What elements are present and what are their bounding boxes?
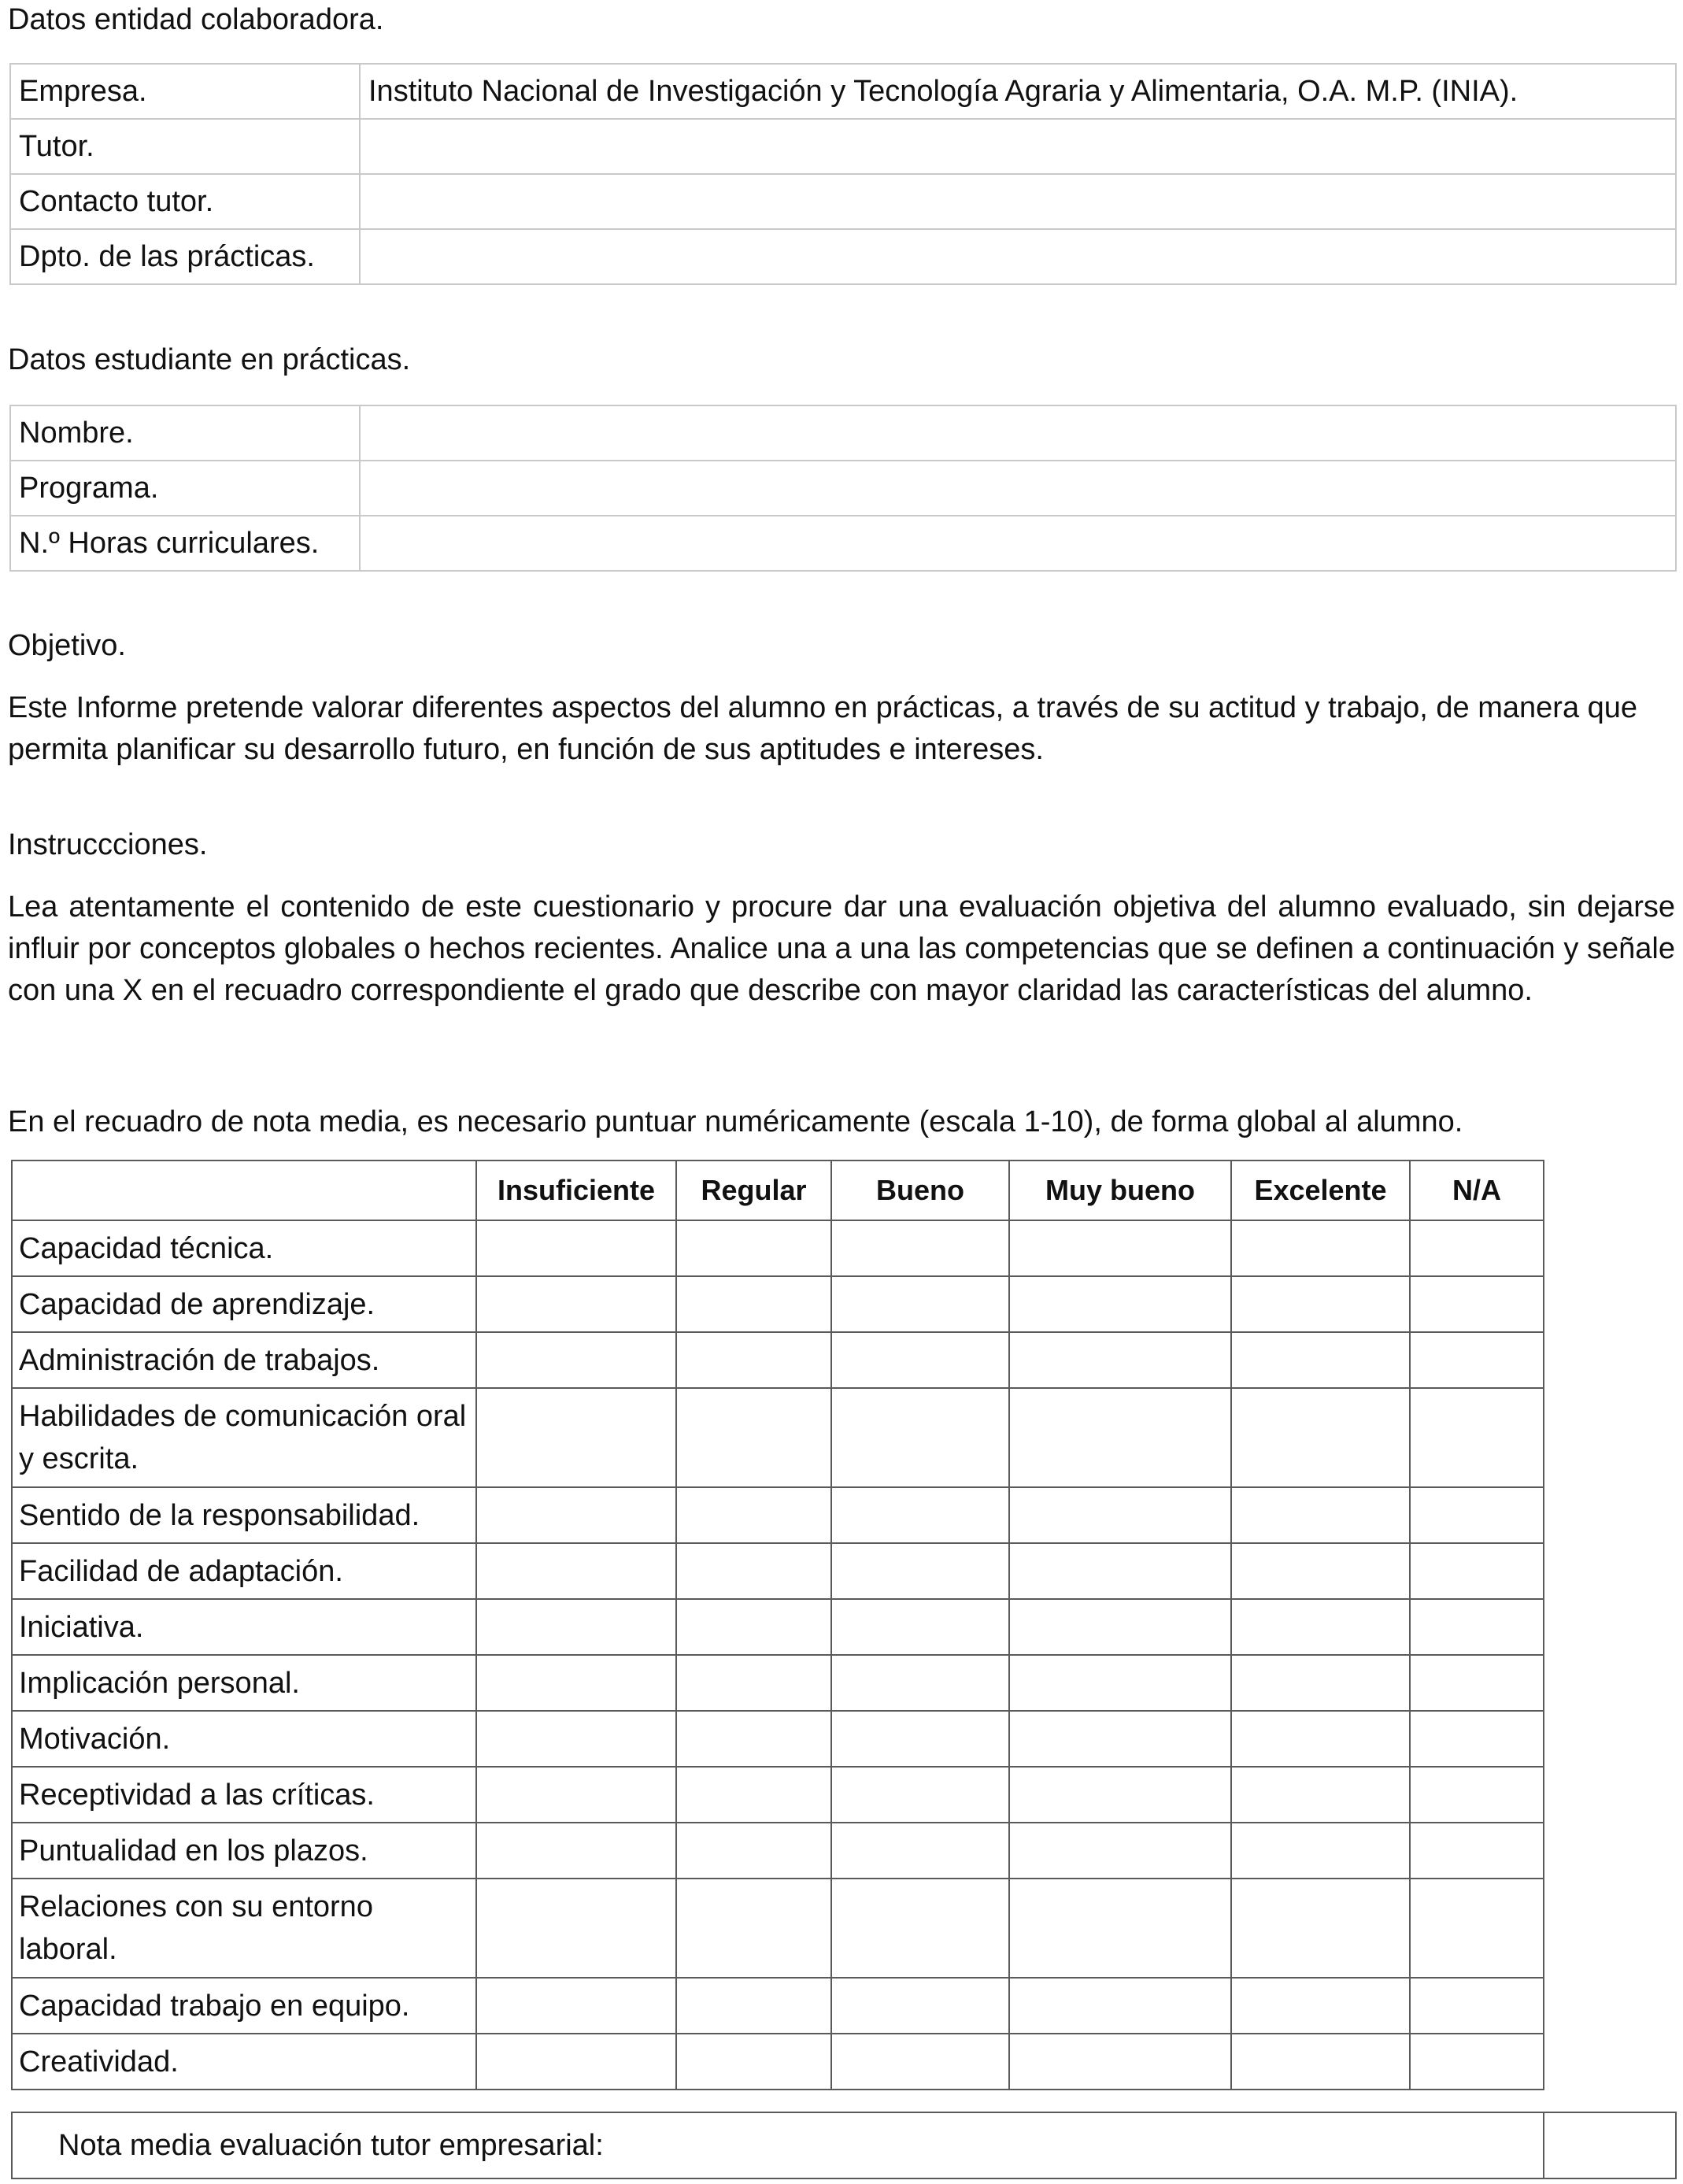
evaluation-row bbox=[12, 1388, 1544, 1487]
column-excelente: Excelente bbox=[1231, 1160, 1410, 1220]
nota-media-value[interactable] bbox=[1544, 2112, 1676, 2178]
competencia-label: Puntualidad en los plazos. bbox=[12, 1823, 476, 1879]
estudiante-heading: Datos estudiante en prácticas. bbox=[8, 343, 411, 376]
objetivo-heading: Objetivo. bbox=[8, 629, 126, 662]
column-na: N/A bbox=[1410, 1160, 1544, 1220]
rating-cell[interactable] bbox=[1231, 1543, 1410, 1599]
programa-label: Programa. bbox=[10, 461, 360, 516]
instrucciones-text: Lea atentamente el contenido de este cuestionario y procure dar una evaluación objetiva del alumno evaluado, sin dejarse influir por conceptos globales o hechos recientes. Analice una a una las competencias que se definen a continuación y señale con una X en el recuadro correspondiente el grado que describe con mayor claridad las características del alumno. bbox=[8, 890, 1675, 1007]
estudiante-row-nombre bbox=[10, 405, 1676, 461]
rating-cell[interactable] bbox=[1231, 1388, 1410, 1487]
rating-cell[interactable] bbox=[1009, 1823, 1231, 1879]
rating-cell[interactable] bbox=[831, 2034, 1009, 2090]
competencia-label: Habilidades de comunicación oral y escrita. bbox=[12, 1388, 476, 1487]
entidad-heading: Datos entidad colaboradora. bbox=[8, 3, 384, 36]
rating-cell[interactable] bbox=[476, 1711, 676, 1767]
competencia-label: Capacidad trabajo en equipo. bbox=[12, 1978, 476, 2034]
rating-cell[interactable] bbox=[1009, 1332, 1231, 1388]
rating-cell[interactable] bbox=[676, 1599, 831, 1655]
horas-label: N.º Horas curriculares. bbox=[10, 516, 360, 571]
evaluation-row bbox=[12, 1823, 1544, 1879]
rating-cell[interactable] bbox=[1410, 1220, 1544, 1276]
entidad-table bbox=[9, 63, 1677, 285]
rating-cell[interactable] bbox=[831, 1220, 1009, 1276]
entidad-row-dpto bbox=[10, 229, 1676, 284]
nota-media-label: Nota media evaluación tutor empresarial: bbox=[12, 2112, 1544, 2178]
dpto-value[interactable] bbox=[360, 229, 1676, 284]
rating-cell[interactable] bbox=[676, 1543, 831, 1599]
tutor-value[interactable] bbox=[360, 119, 1676, 174]
column-bueno: Bueno bbox=[831, 1160, 1009, 1220]
rating-cell[interactable] bbox=[1231, 1220, 1410, 1276]
evaluation-row bbox=[12, 1332, 1544, 1388]
rating-cell[interactable] bbox=[476, 2034, 676, 2090]
evaluation-row bbox=[12, 1276, 1544, 1332]
rating-cell[interactable] bbox=[1231, 1767, 1410, 1823]
horas-value[interactable] bbox=[360, 516, 1676, 571]
competencia-label: Capacidad de aprendizaje. bbox=[12, 1276, 476, 1332]
competencia-label: Motivación. bbox=[12, 1711, 476, 1767]
dpto-label: Dpto. de las prácticas. bbox=[10, 229, 360, 284]
rating-cell[interactable] bbox=[676, 1823, 831, 1879]
nota-instruction-text: En el recuadro de nota media, es necesario puntuar numéricamente (escala 1-10), de forma global al alumno. bbox=[8, 1105, 1463, 1138]
rating-cell[interactable] bbox=[831, 1655, 1009, 1711]
rating-cell[interactable] bbox=[1009, 1655, 1231, 1711]
rating-cell[interactable] bbox=[831, 1487, 1009, 1543]
column-muy-bueno: Muy bueno bbox=[1009, 1160, 1231, 1220]
rating-cell[interactable] bbox=[1009, 1978, 1231, 2034]
evaluation-row bbox=[12, 1711, 1544, 1767]
rating-cell[interactable] bbox=[676, 1655, 831, 1711]
competencia-label: Creatividad. bbox=[12, 2034, 476, 2090]
rating-cell[interactable] bbox=[831, 1711, 1009, 1767]
tutor-label: Tutor. bbox=[10, 119, 360, 174]
rating-cell[interactable] bbox=[1410, 1823, 1544, 1879]
rating-cell[interactable] bbox=[1410, 1711, 1544, 1767]
rating-cell[interactable] bbox=[831, 1543, 1009, 1599]
rating-cell[interactable] bbox=[476, 1823, 676, 1879]
objetivo-text: Este Informe pretende valorar diferentes aspectos del alumno en prácticas, a través de su actitud y trabajo, de manera que permita planificar su desarrollo futuro, en función de sus aptitudes e intereses. bbox=[8, 691, 1638, 766]
estudiante-row-programa bbox=[10, 461, 1676, 516]
rating-cell[interactable] bbox=[831, 1599, 1009, 1655]
rating-cell[interactable] bbox=[476, 1388, 676, 1487]
rating-cell[interactable] bbox=[476, 1276, 676, 1332]
rating-cell[interactable] bbox=[676, 1879, 831, 1978]
rating-cell[interactable] bbox=[1410, 1767, 1544, 1823]
rating-cell[interactable] bbox=[1009, 1599, 1231, 1655]
entidad-row-tutor bbox=[10, 119, 1676, 174]
rating-cell[interactable] bbox=[1009, 1388, 1231, 1487]
rating-cell[interactable] bbox=[476, 1332, 676, 1388]
rating-cell[interactable] bbox=[676, 1767, 831, 1823]
competencia-label: Administración de trabajos. bbox=[12, 1332, 476, 1388]
rating-cell[interactable] bbox=[1410, 1276, 1544, 1332]
competencia-label: Facilidad de adaptación. bbox=[12, 1543, 476, 1599]
rating-cell[interactable] bbox=[831, 1767, 1009, 1823]
rating-cell[interactable] bbox=[1009, 1220, 1231, 1276]
evaluation-header-row bbox=[12, 1160, 1544, 1220]
rating-cell[interactable] bbox=[831, 1388, 1009, 1487]
empresa-value[interactable]: Instituto Nacional de Investigación y Tecnología Agraria y Alimentaria, O.A. M.P. (INIA). bbox=[360, 64, 1676, 119]
rating-cell[interactable] bbox=[1410, 1543, 1544, 1599]
entidad-row-empresa bbox=[10, 64, 1676, 119]
rating-cell[interactable] bbox=[1231, 2034, 1410, 2090]
rating-cell[interactable] bbox=[676, 2034, 831, 2090]
rating-cell[interactable] bbox=[1410, 1655, 1544, 1711]
rating-cell[interactable] bbox=[1410, 1879, 1544, 1978]
rating-cell[interactable] bbox=[1009, 1487, 1231, 1543]
rating-cell[interactable] bbox=[1410, 1978, 1544, 2034]
estudiante-table bbox=[9, 405, 1677, 572]
rating-cell[interactable] bbox=[1410, 1388, 1544, 1487]
evaluation-table bbox=[11, 1160, 1544, 2090]
evaluation-row bbox=[12, 1487, 1544, 1543]
programa-value[interactable] bbox=[360, 461, 1676, 516]
rating-cell[interactable] bbox=[1410, 2034, 1544, 2090]
rating-cell[interactable] bbox=[831, 1879, 1009, 1978]
rating-cell[interactable] bbox=[1231, 1879, 1410, 1978]
contacto-tutor-value[interactable] bbox=[360, 174, 1676, 229]
rating-cell[interactable] bbox=[676, 1388, 831, 1487]
rating-cell[interactable] bbox=[1231, 1332, 1410, 1388]
rating-cell[interactable] bbox=[476, 1879, 676, 1978]
nombre-value[interactable] bbox=[360, 405, 1676, 461]
rating-cell[interactable] bbox=[1009, 1879, 1231, 1978]
rating-cell[interactable] bbox=[476, 1220, 676, 1276]
rating-cell[interactable] bbox=[831, 1978, 1009, 2034]
rating-cell[interactable] bbox=[1009, 1543, 1231, 1599]
nota-media-table bbox=[11, 2112, 1677, 2179]
rating-cell[interactable] bbox=[1231, 1978, 1410, 2034]
competencia-label: Receptividad a las críticas. bbox=[12, 1767, 476, 1823]
competencia-label: Iniciativa. bbox=[12, 1599, 476, 1655]
evaluation-row bbox=[12, 1599, 1544, 1655]
nombre-label: Nombre. bbox=[10, 405, 360, 461]
evaluation-row bbox=[12, 1543, 1544, 1599]
rating-cell[interactable] bbox=[676, 1276, 831, 1332]
rating-cell[interactable] bbox=[476, 1978, 676, 2034]
rating-cell[interactable] bbox=[1009, 1711, 1231, 1767]
rating-cell[interactable] bbox=[1231, 1655, 1410, 1711]
contacto-tutor-label: Contacto tutor. bbox=[10, 174, 360, 229]
rating-cell[interactable] bbox=[476, 1543, 676, 1599]
rating-cell[interactable] bbox=[1410, 1332, 1544, 1388]
evaluation-row bbox=[12, 1767, 1544, 1823]
empresa-label: Empresa. bbox=[10, 64, 360, 119]
rating-cell[interactable] bbox=[676, 1978, 831, 2034]
rating-cell[interactable] bbox=[676, 1332, 831, 1388]
entidad-row-contacto bbox=[10, 174, 1676, 229]
rating-cell[interactable] bbox=[476, 1767, 676, 1823]
rating-cell[interactable] bbox=[831, 1332, 1009, 1388]
rating-cell[interactable] bbox=[1231, 1711, 1410, 1767]
rating-cell[interactable] bbox=[1231, 1487, 1410, 1543]
competencia-label: Sentido de la responsabilidad. bbox=[12, 1487, 476, 1543]
rating-cell[interactable] bbox=[1009, 2034, 1231, 2090]
column-regular: Regular bbox=[676, 1160, 831, 1220]
instrucciones-heading: Instruccciones. bbox=[8, 828, 208, 861]
rating-cell[interactable] bbox=[1231, 1823, 1410, 1879]
rating-cell[interactable] bbox=[676, 1220, 831, 1276]
column-insuficiente: Insuficiente bbox=[476, 1160, 676, 1220]
evaluation-row bbox=[12, 1655, 1544, 1711]
evaluation-row bbox=[12, 1879, 1544, 1978]
rating-cell[interactable] bbox=[676, 1711, 831, 1767]
competencia-label: Implicación personal. bbox=[12, 1655, 476, 1711]
evaluation-row bbox=[12, 1220, 1544, 1276]
estudiante-row-horas bbox=[10, 516, 1676, 571]
rating-cell[interactable] bbox=[676, 1487, 831, 1543]
nota-media-row bbox=[12, 2112, 1676, 2178]
competencia-label: Capacidad técnica. bbox=[12, 1220, 476, 1276]
rating-cell[interactable] bbox=[831, 1276, 1009, 1332]
rating-cell[interactable] bbox=[1009, 1276, 1231, 1332]
rating-cell[interactable] bbox=[476, 1487, 676, 1543]
rating-cell[interactable] bbox=[1410, 1487, 1544, 1543]
rating-cell[interactable] bbox=[1231, 1599, 1410, 1655]
evaluation-header-blank bbox=[12, 1160, 476, 1220]
rating-cell[interactable] bbox=[1231, 1276, 1410, 1332]
rating-cell[interactable] bbox=[831, 1823, 1009, 1879]
evaluation-row bbox=[12, 2034, 1544, 2090]
competencia-label: Relaciones con su entorno laboral. bbox=[12, 1879, 476, 1978]
evaluation-row bbox=[12, 1978, 1544, 2034]
rating-cell[interactable] bbox=[1009, 1767, 1231, 1823]
rating-cell[interactable] bbox=[476, 1599, 676, 1655]
rating-cell[interactable] bbox=[1410, 1599, 1544, 1655]
rating-cell[interactable] bbox=[476, 1655, 676, 1711]
